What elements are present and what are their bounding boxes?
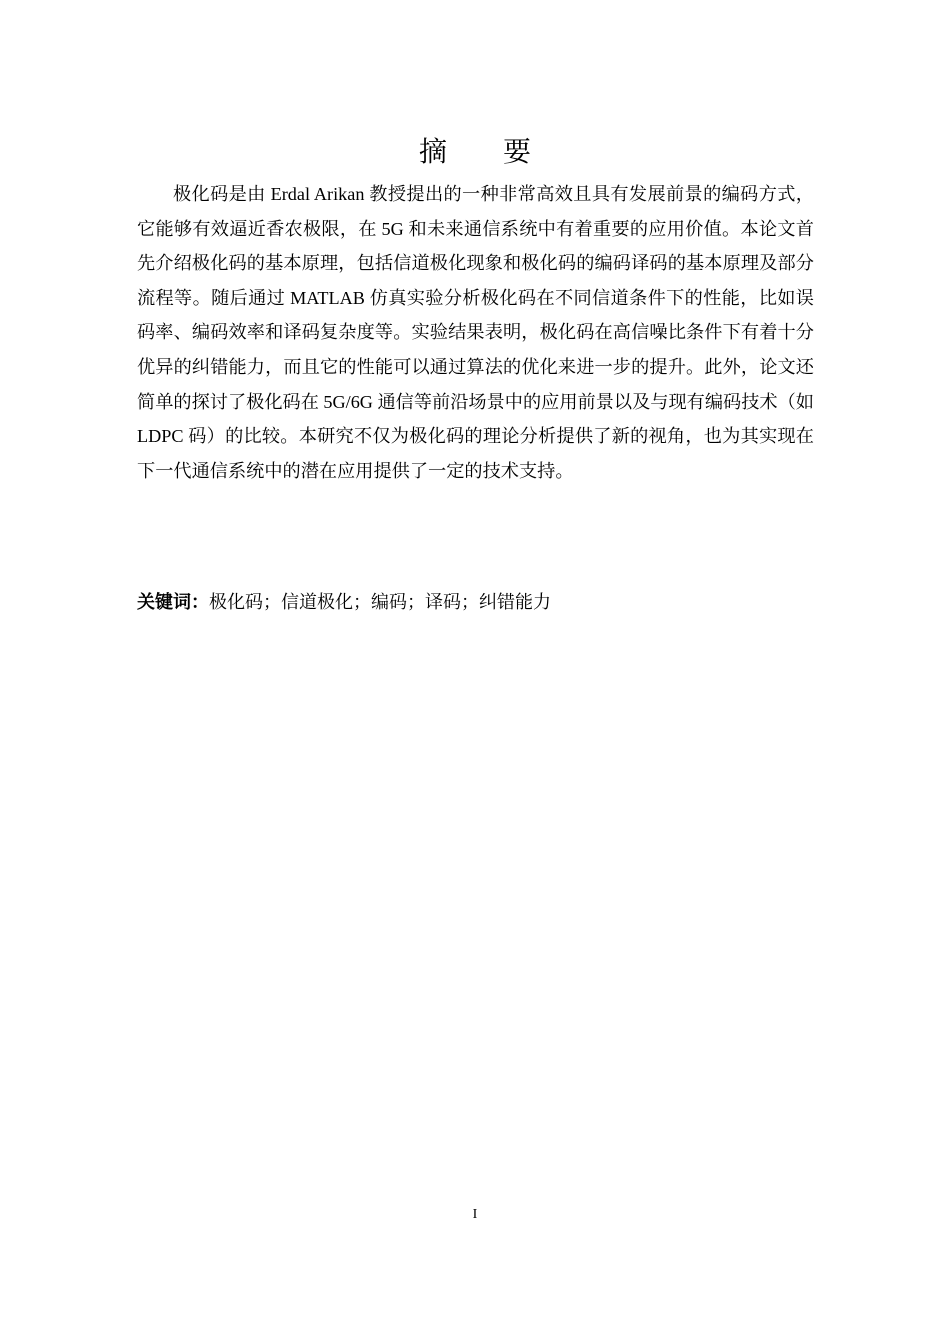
- title-char-2: 要: [503, 135, 532, 168]
- keywords-text: 极化码；信道极化；编码；译码；纠错能力: [209, 592, 551, 613]
- keywords-label: 关键词：: [137, 592, 209, 613]
- abstract-paragraph: 极化码是由 Erdal Arikan 教授提出的一种非常高效且具有发展前景的编码方式，它能够有效逼近香农极限，在 5G 和未来通信系统中有着重要的应用价值。本论文首先介绍极化码的基本原理，包括信道极化现象和极化码的编码译码的基本原理及部分流程等。随后通过 MATLAB 仿真实验分析极化码在不同信道条件下的性能，比如误码率、编码效率和译码复杂度等。实验结果表明，极化码在高信噪比条件下有着十分优异的纠错能力，而且它的性能可以通过算法的优化来进一步的提升。此外，论文还简单的探讨了极化码在 5G/6G 通信等前沿场景中的应用前景以及与现有编码技术（如 LDPC 码）的比较。本研究不仅为极化码的理论分析提供了新的视角，也为其实现在下一代通信系统中的潜在应用提供了一定的技术支持。: [137, 184, 814, 481]
- page-title: [0, 132, 950, 172]
- keywords-line: [137, 586, 814, 620]
- page-number: I: [472, 1207, 478, 1222]
- title-char-1: 摘: [418, 135, 447, 168]
